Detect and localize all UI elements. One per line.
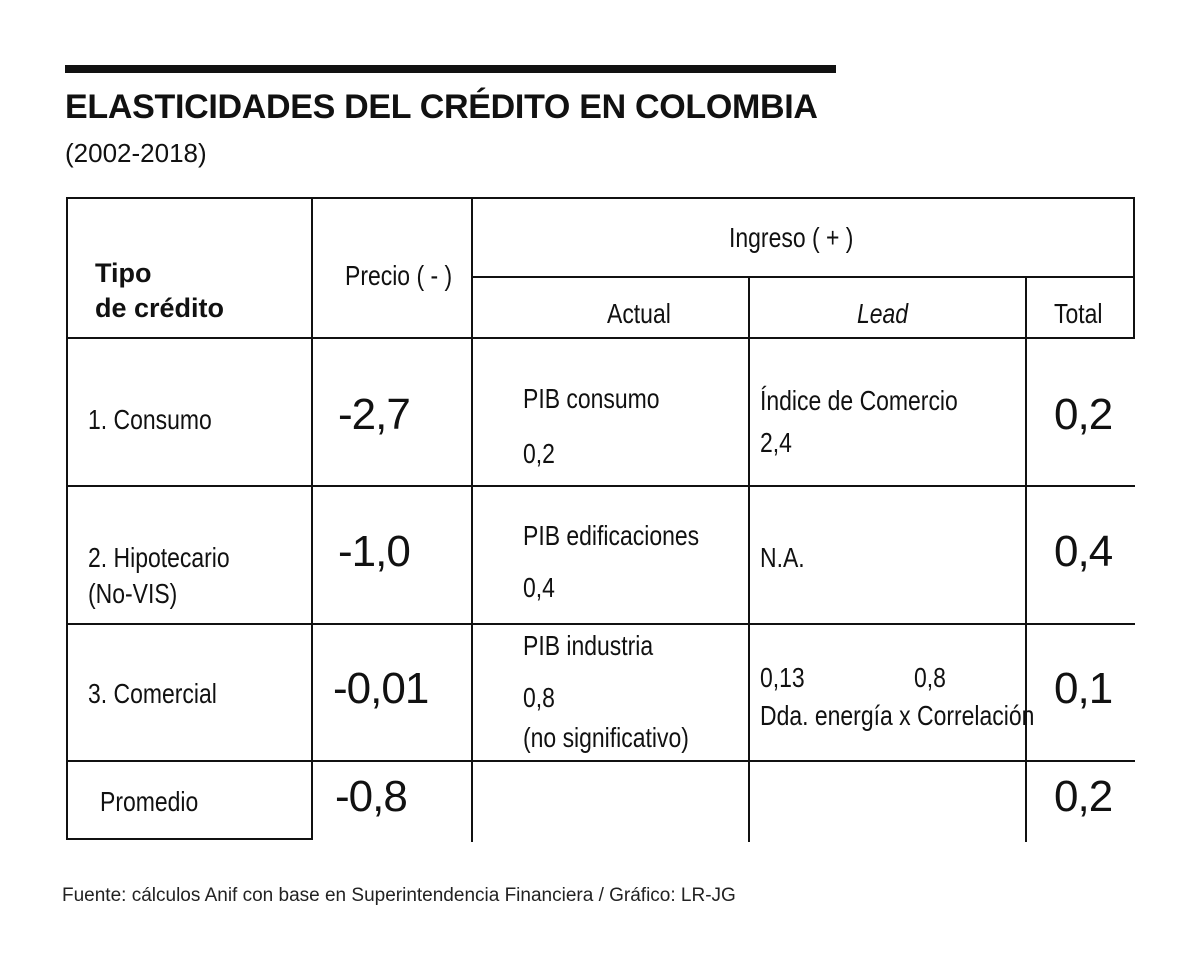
row-total: 0,1 xyxy=(1054,664,1113,713)
row-actual-label: PIB edificaciones xyxy=(523,520,700,551)
row-tipo-line1: 2. Hipotecario xyxy=(88,542,230,573)
row-precio: -0,8 xyxy=(335,772,407,821)
top-rule xyxy=(65,65,836,73)
row-tipo: 3. Comercial xyxy=(88,678,217,709)
row-total: 0,4 xyxy=(1054,527,1113,576)
row-precio: -1,0 xyxy=(338,527,410,576)
page-subtitle: (2002-2018) xyxy=(65,138,207,168)
header-ingreso: Ingreso ( + ) xyxy=(729,222,854,253)
row-actual-value: 0,4 xyxy=(523,572,555,603)
row-actual-value: 0,2 xyxy=(523,438,555,469)
row-lead-label: Índice de Comercio xyxy=(760,385,958,416)
row-precio: -0,01 xyxy=(333,664,429,713)
row-precio: -2,7 xyxy=(338,390,410,439)
row-actual-label: PIB consumo xyxy=(523,383,660,414)
header-tipo-line2: de crédito xyxy=(95,293,225,323)
row-actual-note: (no significativo) xyxy=(523,722,689,753)
header-precio: Precio ( - ) xyxy=(345,260,453,291)
page-title: ELASTICIDADES DEL CRÉDITO EN COLOMBIA xyxy=(65,88,818,126)
header-total: Total xyxy=(1054,298,1103,329)
row-tipo: 1. Consumo xyxy=(88,404,212,435)
row-actual-label: PIB industria xyxy=(523,630,654,661)
row-tipo: Promedio xyxy=(100,786,199,817)
row-lead-value-2: 0,8 xyxy=(914,662,946,693)
row-tipo-line2: (No-VIS) xyxy=(88,578,178,609)
row-lead-value: N.A. xyxy=(760,542,805,573)
source-note: Fuente: cálculos Anif con base en Superintendencia Financiera / Gráfico: LR-JG xyxy=(62,885,736,906)
row-total: 0,2 xyxy=(1054,772,1113,821)
row-actual-value: 0,8 xyxy=(523,682,555,713)
row-lead-value: 2,4 xyxy=(760,427,792,458)
row-lead-label: Dda. energía x Correlación xyxy=(760,700,1035,731)
header-tipo-line1: Tipo xyxy=(95,258,152,288)
row-lead-value-1: 0,13 xyxy=(760,662,805,693)
header-lead: Lead xyxy=(857,298,909,329)
header-actual: Actual xyxy=(607,298,671,329)
row-total: 0,2 xyxy=(1054,390,1113,439)
